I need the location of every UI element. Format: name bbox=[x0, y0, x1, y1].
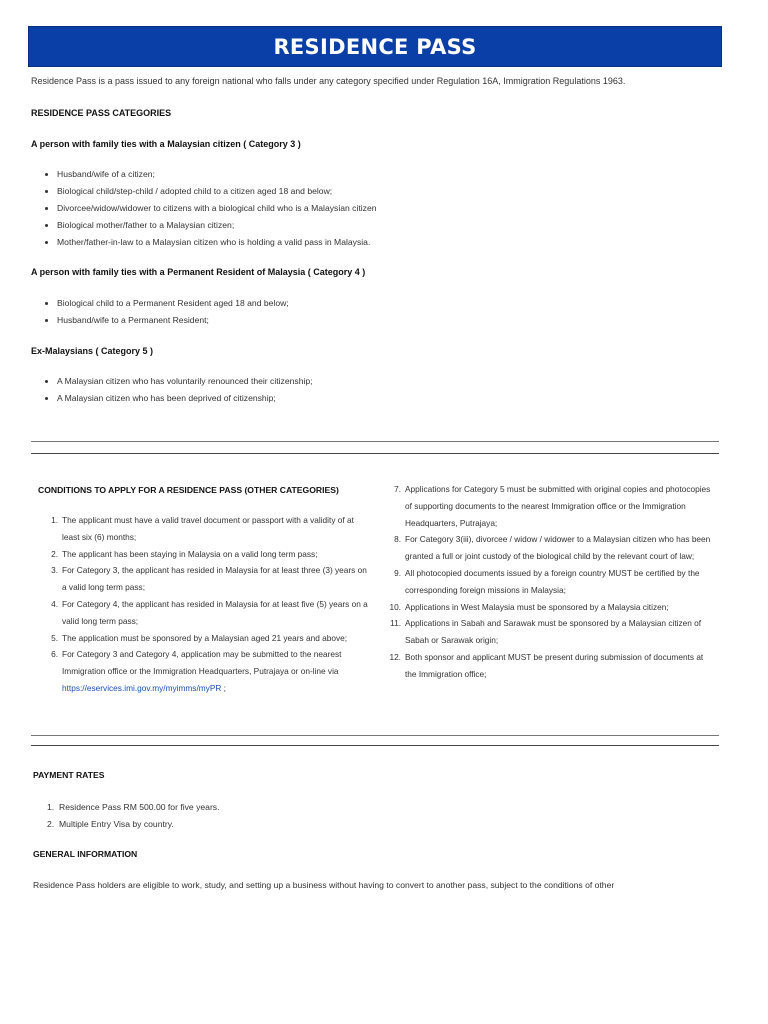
item-number: 11. bbox=[390, 618, 401, 629]
list-item bbox=[51, 630, 372, 647]
list-item bbox=[51, 512, 372, 546]
item-number: 8. bbox=[394, 534, 401, 545]
item-number: 1. bbox=[47, 802, 55, 812]
item-number: 2. bbox=[51, 548, 58, 559]
item-number: 1. bbox=[51, 515, 58, 525]
payment-title: PAYMENT RATES bbox=[33, 770, 105, 780]
item-text: For Category 3, the applicant has resided in Malaysia for at least three (3) years on a valid long term pass; bbox=[62, 565, 367, 593]
categories-heading: RESIDENCE PASS CATEGORIES bbox=[31, 108, 172, 118]
list-item bbox=[51, 596, 372, 630]
list-item: • Husband/wife to a Permanent Resident; bbox=[57, 312, 289, 329]
list-item: • Biological child to a Permanent Resident aged 18 and below; bbox=[57, 295, 289, 312]
list-item bbox=[394, 565, 715, 599]
category4-title: A person with family ties with a Permanent Resident of Malaysia ( Category 4 ) bbox=[31, 267, 366, 277]
conditions-list-right bbox=[389, 481, 715, 683]
item-number: 9. bbox=[394, 567, 401, 578]
item-text: Both sponsor and applicant MUST be present during submission of documents at the Immigration office; bbox=[405, 651, 704, 679]
item-number: 5. bbox=[51, 632, 58, 643]
item-text: For Category 4, the applicant has resided in Malaysia for at least five (5) years on a valid long term pass; bbox=[62, 598, 368, 626]
category3-list bbox=[31, 166, 377, 251]
conditions-list-left bbox=[51, 512, 372, 697]
list-item bbox=[394, 531, 715, 565]
list-item bbox=[389, 649, 715, 683]
category5-list bbox=[31, 373, 313, 407]
conditions-title: CONDITIONS TO APPLY FOR A RESIDENCE PASS (OTHER CATEGORIES) bbox=[38, 485, 339, 495]
list-item bbox=[33, 799, 220, 816]
intro-text: Residence Pass is a pass issued to any foreign national who falls under any category specified under Regulation 16A, Immigration Regulations 1963. bbox=[31, 76, 626, 86]
eservices-link[interactable]: https://eservices.imi.gov.my/myimms/myPR bbox=[62, 682, 222, 693]
item-number: 10. bbox=[389, 601, 401, 612]
item-number: 3. bbox=[51, 565, 58, 576]
list-item: • Mother/father-in-law to a Malaysian citizen who is holding a valid pass in Malaysia. bbox=[57, 234, 377, 251]
list-item: • Husband/wife of a citizen; bbox=[57, 166, 377, 183]
page-banner bbox=[28, 26, 722, 67]
item-text: Residence Pass RM 500.00 for five years. bbox=[59, 802, 220, 812]
list-item bbox=[33, 816, 220, 833]
general-text: Residence Pass holders are eligible to work, study, and setting up a business without having to convert to another pass, subject to the conditions of other bbox=[33, 880, 615, 890]
divider bbox=[31, 735, 719, 736]
item-number: 12. bbox=[389, 651, 401, 662]
list-item: • A Malaysian citizen who has been deprived of citizenship; bbox=[57, 390, 313, 407]
list-item bbox=[51, 646, 372, 696]
list-item bbox=[389, 599, 715, 616]
list-item: • Biological mother/father to a Malaysian citizen; bbox=[57, 217, 377, 234]
item-text: Applications in Sabah and Sarawak must be sponsored by a Malaysian citizen of Sabah or Sarawak origin; bbox=[405, 618, 702, 646]
item-text: The applicant has been staying in Malaysia on a valid long term pass; bbox=[62, 548, 318, 559]
category3-title: A person with family ties with a Malaysian citizen ( Category 3 ) bbox=[31, 139, 301, 149]
list-item bbox=[390, 615, 715, 649]
divider bbox=[31, 453, 719, 454]
item-number: 6. bbox=[51, 649, 58, 660]
category5-title: Ex-Malaysians ( Category 5 ) bbox=[31, 346, 154, 356]
item-text: Multiple Entry Visa by country. bbox=[59, 819, 174, 829]
item-number: 4. bbox=[51, 598, 58, 609]
item-text-after: ; bbox=[221, 682, 226, 693]
general-title: GENERAL INFORMATION bbox=[33, 849, 138, 859]
item-text: For Category 3(iii), divorcee / widow / widower to a Malaysian citizen who has been granted a full or joint custody of the biological child by the relevant court of law; bbox=[405, 534, 711, 562]
list-item bbox=[394, 481, 715, 531]
item-text: The application must be sponsored by a Malaysian aged 21 years and above; bbox=[62, 632, 348, 643]
list-item bbox=[51, 546, 372, 563]
divider bbox=[31, 441, 719, 442]
item-text: For Category 3 and Category 4, application may be submitted to the nearest Immigration office or the Immigration Headquarters, Putrajaya or on-line via bbox=[62, 649, 342, 677]
page-title: RESIDENCE PASS bbox=[273, 34, 477, 59]
category4-list bbox=[31, 295, 289, 329]
payment-list bbox=[33, 799, 220, 833]
list-item: • Biological child/step-child / adopted child to a citizen aged 18 and below; bbox=[57, 183, 377, 200]
list-item: • A Malaysian citizen who has voluntarily renounced their citizenship; bbox=[57, 373, 313, 390]
item-text: The applicant must have a valid travel document or passport with a validity of at least six (6) months; bbox=[62, 515, 354, 542]
list-item bbox=[51, 562, 372, 596]
item-text: Applications for Category 5 must be submitted with original copies and photocopies of supporting documents to the nearest Immigration office or the Immigration Headquarters, Putrajaya; bbox=[405, 484, 711, 528]
item-number: 2. bbox=[47, 819, 55, 829]
item-text: Applications in West Malaysia must be sponsored by a Malaysia citizen; bbox=[405, 601, 669, 612]
list-item: • Divorcee/widow/widower to citizens with a biological child who is a Malaysian citizen bbox=[57, 200, 377, 217]
item-text: All photocopied documents issued by a foreign country MUST be certified by the corresponding foreign missions in Malaysia; bbox=[405, 567, 700, 595]
divider bbox=[31, 745, 719, 746]
item-number: 7. bbox=[394, 484, 401, 494]
